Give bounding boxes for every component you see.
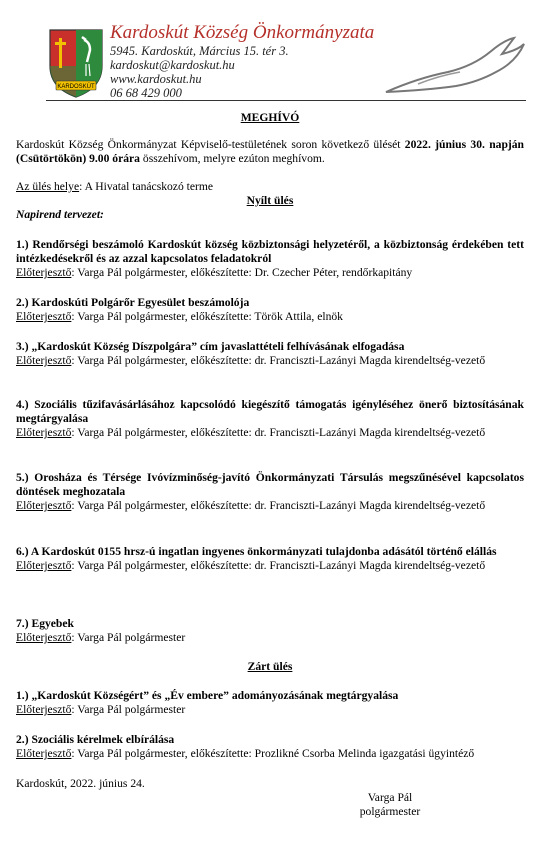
open-session-heading: Nyílt ülés bbox=[246, 194, 294, 207]
agenda-item: 3.) „Kardoskút Község Díszpolgára” cím javaslattételi felhívásának elfogadása Előterjesztő: Varga Pál polgármester, előkészítette: dr. Franciszti-Lazányi Magda kirendeltség-vezető bbox=[16, 340, 486, 367]
agenda-item: 7.) Egyebek Előterjesztő: Varga Pál polgármester bbox=[16, 617, 186, 644]
agenda-item: 2.) Szociális kérelmek elbírálása Előterjesztő: Varga Pál polgármester, előkészítette: Prozlikné Csorba Melinda igazgatási ügyintéző bbox=[16, 733, 475, 760]
coat-of-arms-logo bbox=[46, 26, 106, 100]
agenda-item: 4.) Szociális tűzifavásárlásához kapcsolódó kiegészítő támogatás igényléséhez önerő biztosításának megtárgyalása Előterjesztő: Varga Pál polgármester, előkészítette: dr. Franciszti-Lazányi Magda kirendeltség-vezető bbox=[16, 398, 524, 439]
signer-name: Varga Pál bbox=[367, 791, 413, 804]
agenda-item: 6.) A Kardoskút 0155 hrsz-ú ingatlan ingyenes önkormányzati tulajdonba adásától történő elállás Előterjesztő: Varga Pál polgármester, előkészítette: dr. Franciszti-Lazányi Magda kirendeltség-vezető bbox=[16, 545, 497, 572]
place-date: Kardoskút, 2022. június 24. bbox=[16, 777, 145, 790]
org-website: www.kardoskut.hu bbox=[110, 72, 202, 86]
org-title: Kardoskút Község Önkormányzata bbox=[110, 22, 375, 43]
agenda-item: 2.) Kardoskúti Polgárőr Egyesület beszámolója Előterjesztő: Varga Pál polgármester, előkészítette: Török Attila, elnök bbox=[16, 296, 343, 323]
invitation-heading: MEGHÍVÓ bbox=[240, 111, 300, 124]
agenda-label: Napirend tervezet: bbox=[16, 208, 104, 221]
intro-paragraph: Kardoskút Község Önkormányzat Képviselő-testületének soron következő ülését 2022. június 30. napján (Csütörtökön) 9.00 órára összehívom, melyre ezúton meghívom. bbox=[16, 138, 524, 165]
agenda-item: 1.) Rendőrségi beszámoló Kardoskút község közbiztonsági helyzetéről, a közbiztonság érdekében tett intézkedésekről és az azzal kapcsolatos feladatokról Előterjesztő: Varga Pál polgármester, előkészítette: Dr. Czecher Péter, rendőrkapitány bbox=[16, 238, 524, 279]
crest-label: KARDOSKÚT bbox=[57, 84, 95, 90]
closed-session-heading: Zárt ülés bbox=[247, 660, 293, 673]
header-divider bbox=[46, 100, 526, 101]
org-phone: 06 68 429 000 bbox=[110, 86, 182, 100]
stork-silhouette-icon bbox=[378, 32, 528, 96]
org-email: kardoskut@kardoskut.hu bbox=[110, 58, 235, 72]
org-address: 5945. Kardoskút, Március 15. tér 3. bbox=[110, 44, 289, 58]
signer-role: polgármester bbox=[359, 805, 421, 818]
agenda-item: 1.) „Kardoskút Községért” és „Év embere” adományozásának megtárgyalása Előterjesztő: Varga Pál polgármester bbox=[16, 689, 399, 716]
venue-line: Az ülés helye: A Hivatal tanácskozó terme bbox=[16, 180, 214, 193]
agenda-item: 5.) Orosháza és Térsége Ivóvízminőség-javító Önkormányzati Társulás megszűnésével kapcsolatos döntések meghozatala Előterjesztő: Varga Pál polgármester, előkészítette: dr. Franciszti-Lazányi Magda kirendeltség-vezető bbox=[16, 471, 524, 512]
